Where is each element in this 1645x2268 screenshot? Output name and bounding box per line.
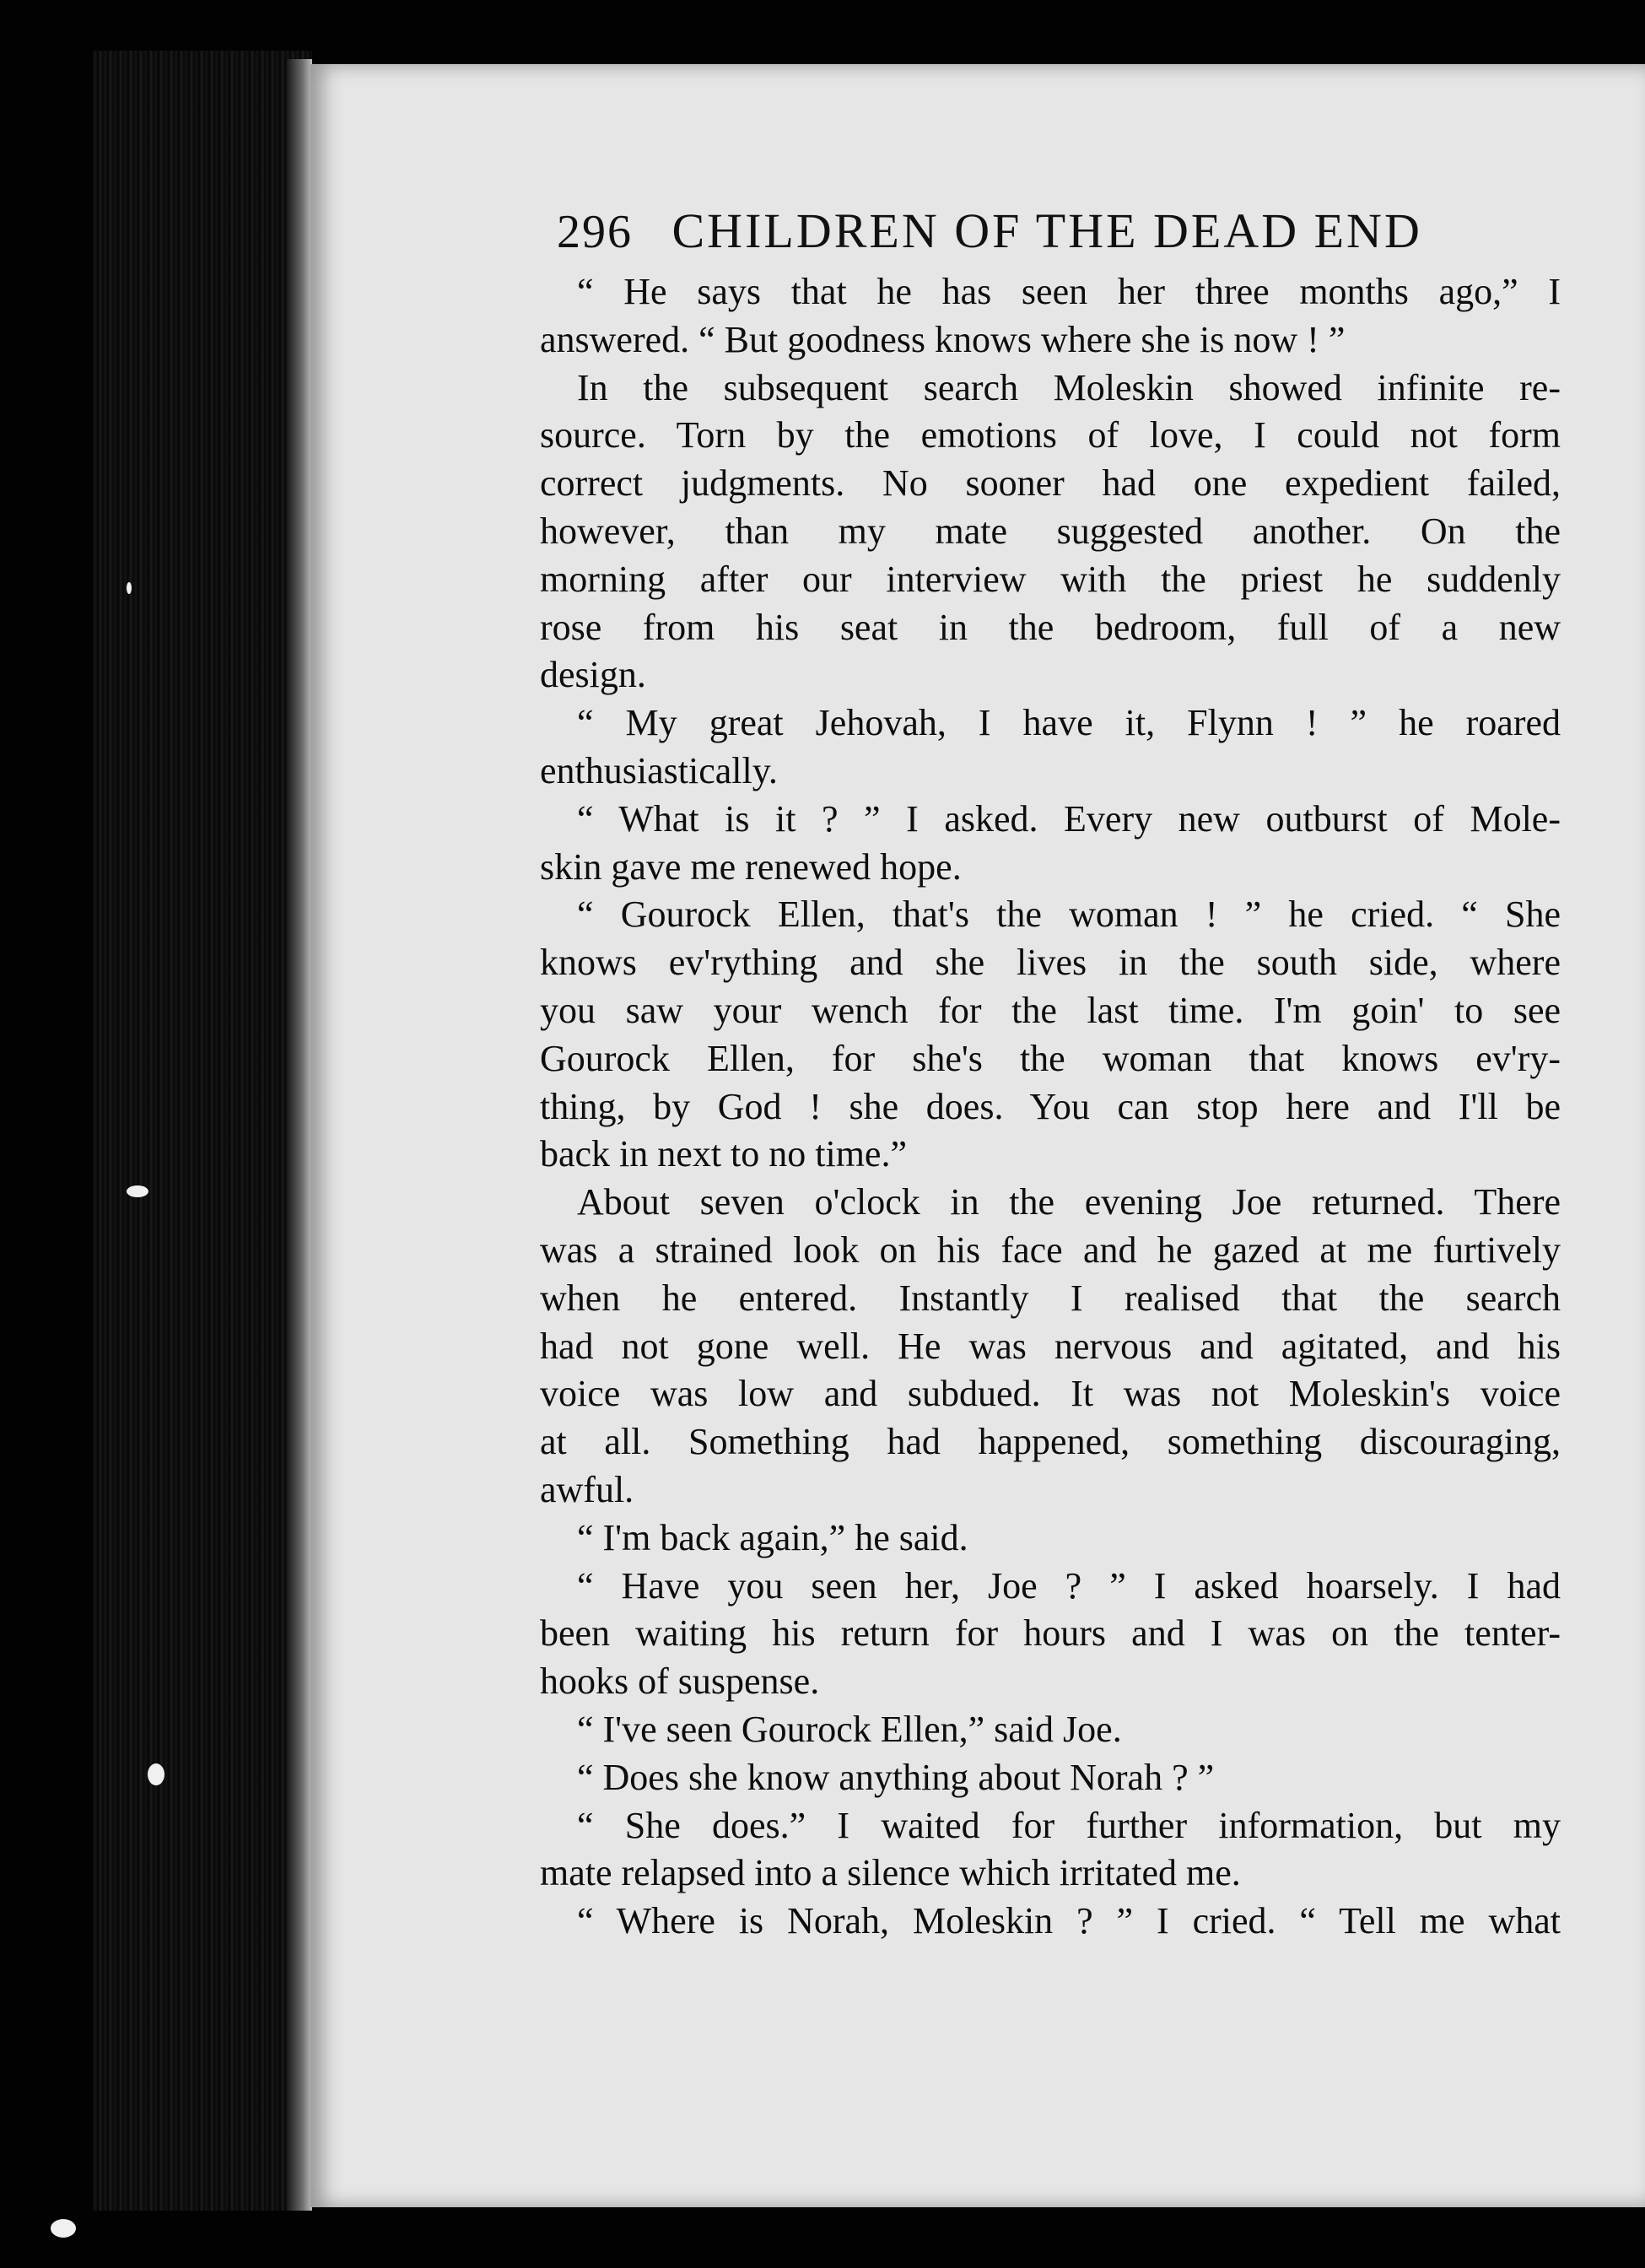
text-line: mate relapsed into a silence which irritated me. [540,1852,1241,1894]
scan-speck [148,1763,164,1785]
scan-speck [51,2219,76,2238]
text-line: “ Where is Norah, Moleskin ? ” I cried. “ Tell me what [577,1900,1561,1942]
text-line: been waiting his return for hours and I was on the tenter- [540,1612,1561,1655]
text-line: knows ev'rything and she lives in the south side, where [540,942,1561,984]
text-line: Gourock Ellen, for she's the woman that knows ev'ry- [540,1037,1561,1079]
text-line: voice was low and subdued. It was not Moleskin's voice [540,1373,1561,1415]
text-line: In the subsequent search Moleskin showed infinite re- [577,366,1561,408]
text-line: “ Gourock Ellen, that's the woman ! ” he cried. “ She [577,894,1561,936]
text-line: “ Does she know anything about Norah ? ” [577,1756,1215,1798]
text-line: morning after our interview with the priest he suddenly [540,558,1561,600]
text-line: answered. “ But goodness knows where she is now ! ” [540,318,1346,360]
text-line: was a strained look on his face and he gazed at me furtively [540,1228,1561,1271]
text-line: “ What is it ? ” I asked. Every new outburst of Mole- [577,797,1561,840]
text-line: “ Have you seen her, Joe ? ” I asked hoarsely. I had [577,1564,1561,1606]
text-line: “ She does.” I waited for further information, but my [577,1804,1561,1846]
text-line: rose from his seat in the bedroom, full of a new [540,606,1561,648]
running-head [557,202,1493,262]
text-line: “ I'm back again,” he said. [577,1516,968,1558]
text-line: correct judgments. No sooner had one expedient failed, [540,462,1561,505]
text-line: About seven o'clock in the evening Joe returned. There [577,1181,1561,1223]
text-line: awful. [540,1468,634,1510]
book-title: CHILDREN OF THE DEAD END [671,203,1422,258]
text-line: you saw your wench for the last time. I'm goin' to see [540,989,1561,1031]
text-line: when he entered. Instantly I realised that the search [540,1277,1561,1319]
text-line: thing, by God ! she does. You can stop here and I'll be [540,1085,1561,1127]
page-number: 296 [557,206,633,258]
text-line: design. [540,654,646,696]
scan-speck [127,1185,148,1197]
text-line: however, than my mate suggested another. On the [540,510,1561,552]
book-spine-shadow [93,51,312,2211]
text-line: at all. Something had happened, something discouraging, [540,1421,1561,1463]
text-line: “ My great Jehovah, I have it, Flynn ! ” he roared [577,702,1561,744]
text-line: skin gave me renewed hope. [540,845,962,888]
text-line: “ I've seen Gourock Ellen,” said Joe. [577,1708,1122,1750]
text-line: enthusiastically. [540,749,778,791]
text-line: “ He says that he has seen her three months ago,” I [577,271,1561,312]
text-line: source. Torn by the emotions of love, I could not form [540,414,1561,456]
scan-speck [127,582,132,594]
text-line: hooks of suspense. [540,1660,820,1703]
text-line: had not gone well. He was nervous and agitated, and his [540,1325,1561,1367]
page-body-text [540,268,1561,1946]
text-line: back in next to no time.” [540,1133,907,1175]
page-gutter-edge [287,59,312,2211]
